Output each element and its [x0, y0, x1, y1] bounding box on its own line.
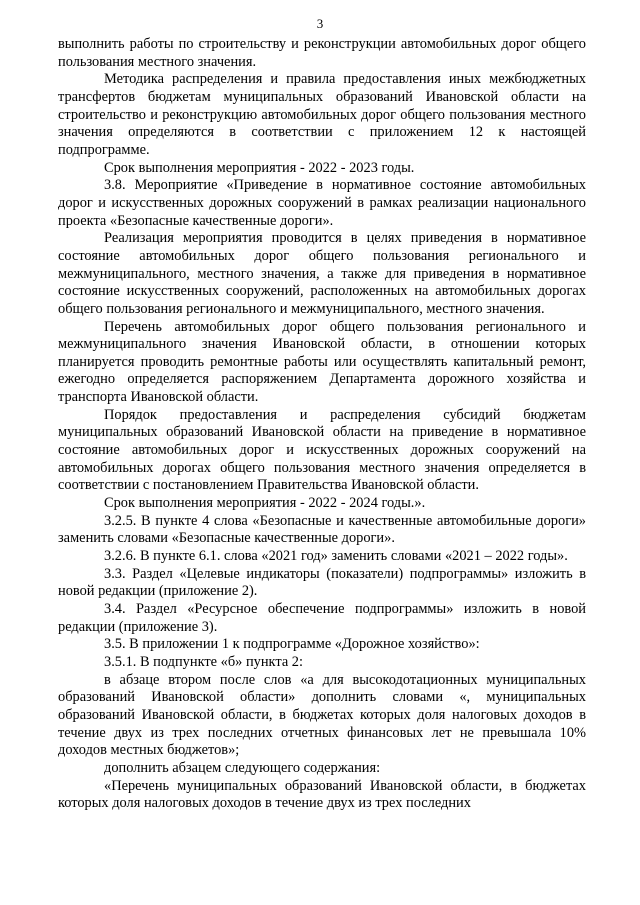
paragraph: 3.8. Мероприятие «Приведение в нормативное состояние автомобильных дорог и искусственных дорожных сооружений в рамках реализации национального проекта «Безопасные качественные дороги».	[58, 177, 586, 229]
paragraph: 3.2.5. В пункте 4 слова «Безопасные и качественные автомобильные дороги» заменить словами «Безопасные качественные дороги».	[58, 512, 586, 547]
document-body	[58, 36, 586, 813]
paragraph: Срок выполнения мероприятия - 2022 - 2024 годы.».	[104, 495, 426, 512]
paragraph: 3.5.1. В подпункте «б» пункта 2:	[104, 653, 304, 670]
paragraph: «Перечень муниципальных образований Ивановской области, в бюджетах которых доля налоговых доходов в течение двух из трех последних	[58, 777, 586, 812]
paragraph: 3.5. В приложении 1 к подпрограмме «Дорожное хозяйство»:	[104, 636, 480, 653]
paragraph: Реализация мероприятия проводится в целях приведения в нормативное состояние автомобильных дорог общего пользования регионального и межмуниципального, местного значения, а также для приведения в нормативное состояние искусственных сооружений, расположенных на автомобильных дорогах общего пользования регионального и межмуниципального, местного значения.	[58, 230, 586, 317]
paragraph: Методика распределения и правила предоставления иных межбюджетных трансфертов бюджетам муниципальных образований Ивановской области на строительство и реконструкцию автомобильных дорог общего пользования местного значения определяются в соответствии с приложением 12 к настоящей подпрограмме.	[58, 71, 586, 158]
paragraph: 3.4. Раздел «Ресурсное обеспечение подпрограммы» изложить в новой редакции (приложение 3).	[58, 601, 586, 635]
paragraph: выполнить работы по строительству и реконструкции автомобильных дорог общего пользования местного значения.	[58, 36, 586, 70]
paragraph: Порядок предоставления и распределения субсидий бюджетам муниципальных образований Ивановской области на приведение в нормативное состояние автомобильных дорог и искусственных дорожных сооружений на автомобильных дорогах общего пользования местного значения определяется в соответствии с постановлением Правительства Ивановской области.	[58, 406, 586, 494]
paragraph: дополнить абзацем следующего содержания:	[104, 759, 381, 776]
paragraph: Срок выполнения мероприятия - 2022 - 2023 годы.	[104, 159, 415, 176]
page-number: 3	[316, 16, 324, 31]
paragraph: Перечень автомобильных дорог общего пользования регионального и межмуниципального значения Ивановской области, в отношении которых планируется проводить ремонтные работы или осуществлять капитальный ремонт, ежегодно определяется распоряжением Департамента дорожного хозяйства и транспорта Ивановской области.	[58, 318, 586, 406]
paragraph: 3.2.6. В пункте 6.1. слова «2021 год» заменить словами «2021 – 2022 годы».	[104, 548, 568, 565]
paragraph: в абзаце втором после слов «а для высокодотационных муниципальных образований Ивановской области» дополнить словами «, муниципальных образований Ивановской области, в бюджетах которых доля налоговых доходов в течение двух из трех последних отчетных финансовых лет не превышала 10% доходов местных бюджетов»;	[58, 671, 586, 759]
paragraph: 3.3. Раздел «Целевые индикаторы (показатели) подпрограммы» изложить в новой редакции (приложение 2).	[58, 565, 586, 600]
